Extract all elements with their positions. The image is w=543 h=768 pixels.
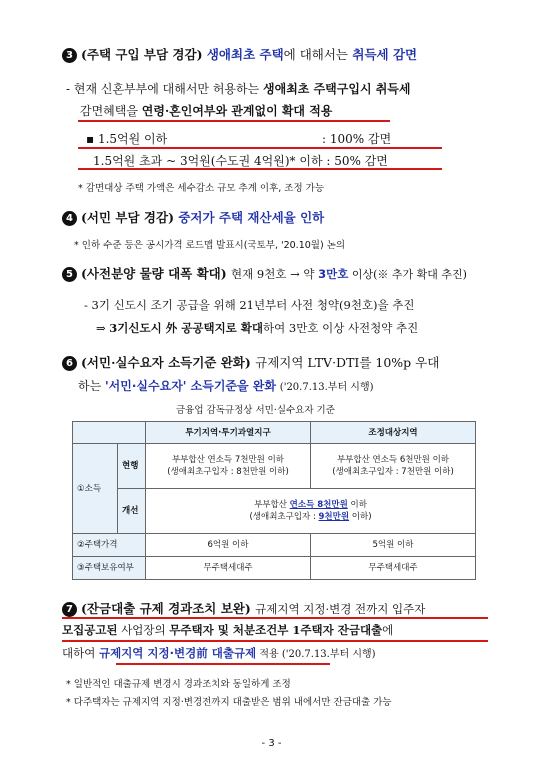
circled-number-5: 5 — [62, 267, 77, 282]
circled-number-3: 3 — [62, 48, 77, 63]
page-number: - 3 - — [261, 738, 282, 749]
circled-number-6: 6 — [62, 356, 77, 371]
table-row: 투기지역·투기과열지구 조정대상지역 — [73, 422, 476, 444]
income-criteria-table — [72, 421, 476, 580]
s7-line-2: 모집공고된 사업장의 무주택자 및 처분조건부 1주택자 잔금대출에 — [62, 623, 394, 637]
section-3-heading: 3 (주택 구입 부담 경감) 생애최초 주택에 대해서는 취득세 감면 — [62, 45, 417, 63]
s3-rate-row-1-value: : 100% 감면 — [322, 132, 392, 146]
section-4-heading: 4 (서민 부담 경감) 중저가 주택 재산세율 인하 — [62, 208, 324, 226]
circled-number-7: 7 — [62, 602, 77, 617]
red-underline — [78, 120, 390, 122]
table-row: ②주택가격 6억원 이하 5억원 이하 — [73, 534, 476, 557]
circled-number-4: 4 — [62, 211, 77, 226]
s7-note-2: * 다주택자는 규제지역 지정·변경전까지 대출받은 범위 내에서만 잔금대출 가능 — [66, 697, 392, 708]
red-underline — [62, 617, 488, 619]
s5-line-1: - 3기 신도시 조기 공급을 위해 21년부터 사전 청약(9천호)을 추진 — [84, 298, 415, 312]
s3-rate-row-1: ▪ 1.5억원 이하 — [86, 132, 168, 146]
table-row: ①소득 현행 부부합산 연소득 7천만원 이하 (생애최초구입자 : 8천만원 이하) 부부합산 연소득 6천만원 이하 (생애최초구입자 : 7천만원 이하) — [73, 444, 476, 489]
s6-line-2: 하는 '서민·실수요자' 소득기준을 완화 ('20.7.13.부터 시행) — [78, 379, 374, 393]
section-6-heading: 6 (서민·실수요자 소득기준 완화) 규제지역 LTV·DTI를 10%p 우대 — [62, 353, 439, 371]
red-underline — [116, 663, 330, 665]
red-underline — [78, 168, 442, 170]
table-row: ③주택보유여부 무주택세대주 무주택세대주 — [73, 557, 476, 580]
s7-note-1: * 일반적인 대출규제 변경시 경과조치와 동일하게 조정 — [66, 679, 291, 690]
s7-line-3: 대하여 규제지역 지정·변경前 대출규제 적용 ('20.7.13.부터 시행) — [62, 646, 376, 660]
table-row: 개선 부부합산 연소득 8천만원 이하 (생애최초구입자 : 9천만원 이하) — [73, 489, 476, 534]
s3-line-1: - 현재 신혼부부에 대해서만 허용하는 생애최초 주택구입시 취득세 — [66, 82, 411, 96]
section-7-heading: 7 (잔금대출 규제 경과조치 보완) 규제지역 지정·변경 전까지 입주자 — [62, 599, 425, 617]
s4-note: * 인하 수준 등은 공시가격 로드맵 발표시(국토부, '20.10월) 논의 — [74, 240, 346, 251]
s3-line-2: 감면혜택을 연령·혼인여부와 관계없이 확대 적용 — [80, 104, 333, 118]
table-title: 금융업 감독규정상 서민·실수요자 기준 — [176, 405, 335, 416]
section-5-heading: 5 (사전분양 물량 대폭 확대) 현재 9천호 → 약 3만호 이상(※ 추가 확대 추진) — [62, 264, 467, 282]
s3-rate-row-2: 1.5억원 초과 ~ 3억원(수도권 4억원)* 이하 : 50% 감면 — [93, 154, 388, 168]
red-underline — [62, 640, 488, 642]
s5-line-2: ⇒ 3기신도시 外 공공택지로 확대하여 3만호 이상 사전청약 추진 — [96, 321, 419, 335]
s3-note: * 감면대상 주택 가액은 세수감소 규모 추계 이후, 조정 가능 — [78, 183, 325, 194]
red-underline — [78, 147, 442, 149]
